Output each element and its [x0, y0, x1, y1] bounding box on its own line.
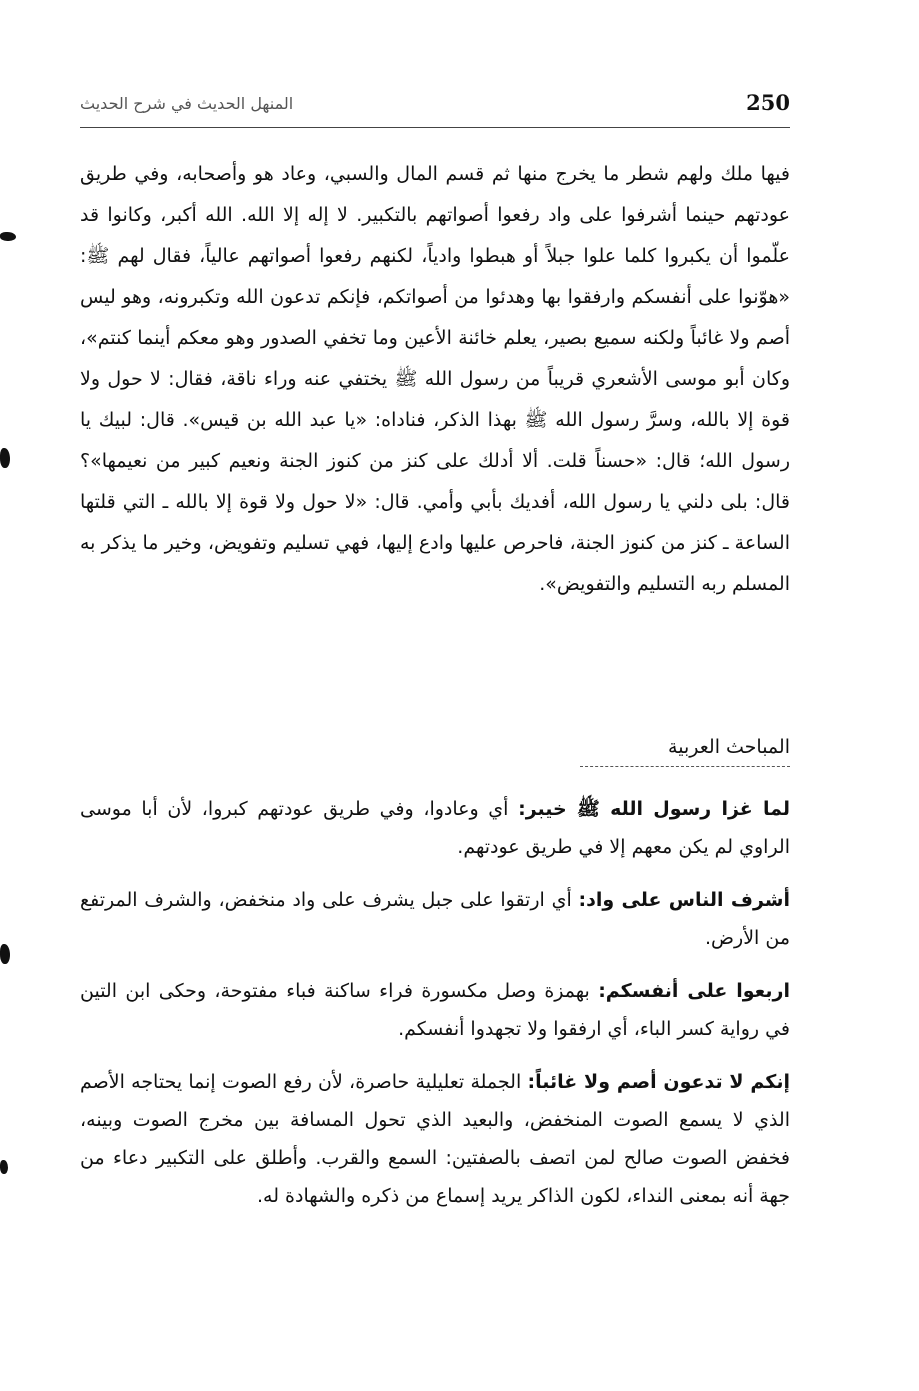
scan-speck [0, 944, 10, 964]
note-text: الجملة تعليلية حاصرة، لأن رفع الصوت إنما يحتاجه الأصم الذي لا يسمع الصوت المنخفض، والبعيد الذي تحول المسافة بين مخرج الصوت وبينه، فخفض الصوت صالح لمن اتصف بالصفتين: السمع والقرب. وأطلق على التكبير دعاء من جهة أنه بمعنى النداء، لكون الذاكر يريد إسماع من ذكره والشهادة له. [80, 1071, 790, 1207]
scan-speck [0, 232, 16, 241]
section-heading: المباحث العربية [668, 736, 790, 758]
scan-speck [0, 1160, 8, 1174]
main-paragraph-block [80, 154, 790, 605]
section-rule [580, 766, 790, 767]
main-paragraph: فيها ملك ولهم شطر ما يخرج منها ثم قسم المال والسبي، وعاد هو وأصحابه، وفي طريق عودتهم حينما أشرفوا على واد رفعوا أصواتهم بالتكبير. لا إله إلا الله. الله أكبر، وكانوا قد علّموا أن يكبروا كلما علوا جبلاً أو هبطوا وادياً، لكنهم رفعوا أصواتهم عالياً، فقال لهم ﷺ: «هوّنوا على أنفسكم وارفقوا بها وهدئوا من أصواتكم، فإنكم تدعون الله وتكبرونه، وهو ليس أصم ولا غائباً ولكنه سميع بصير، يعلم خائنة الأعين وما تخفي الصدور وهو معكم أينما كنتم»، وكان أبو موسى الأشعري قريباً من رسول الله ﷺ يختفي عنه وراء ناقة، فقال: لا حول ولا قوة إلا بالله، وسرَّ رسول الله ﷺ بهذا الذكر، فناداه: «يا عبد الله بن قيس». قال: لبيك يا رسول الله؛ قال: «حسناً قلت. ألا أدلك على كنز من كنوز الجنة ونعيم كبير من نعيمها»؟ قال: بلى دلني يا رسول الله، أفديك بأبي وأمي. قال: «لا حول ولا قوة إلا بالله ـ التي قلتها الساعة ـ كنز من كنوز الجنة، فاحرص عليها وادع إليها، فهي تسليم وتفويض، وخير ما يذكر به المسلم ربه التسليم والتفويض». [80, 163, 790, 595]
header-rule [80, 127, 790, 128]
note-term: اربعوا على أنفسكم: [598, 980, 790, 1002]
note-text: بهمزة وصل مكسورة فراء ساكنة فباء مفتوحة، وحكى ابن التين في رواية كسر الباء، أي ارفقوا ولا تجهدوا أنفسكم. [80, 980, 790, 1040]
notes-list [80, 790, 790, 1230]
note-item [80, 881, 790, 957]
note-item [80, 972, 790, 1048]
running-title: المنهل الحديث في شرح الحديث [80, 94, 294, 113]
note-term: أشرف الناس على واد: [578, 889, 790, 911]
note-item [80, 1063, 790, 1215]
note-text: أي وعادوا، وفي طريق عودتهم كبروا، لأن أبا موسى الراوي لم يكن معهم إلا في طريق عودتهم. [80, 798, 790, 858]
note-term: إنكم لا تدعون أصم ولا غائباً: [527, 1071, 790, 1093]
note-item [80, 790, 790, 866]
note-term: لما غزا رسول الله ﷺ خيبر: [518, 798, 790, 820]
note-text: أي ارتقوا على جبل يشرف على واد منخفض، والشرف المرتفع من الأرض. [80, 889, 790, 949]
scan-speck [0, 448, 10, 468]
page-number: 250 [746, 90, 790, 115]
running-header [80, 88, 790, 128]
